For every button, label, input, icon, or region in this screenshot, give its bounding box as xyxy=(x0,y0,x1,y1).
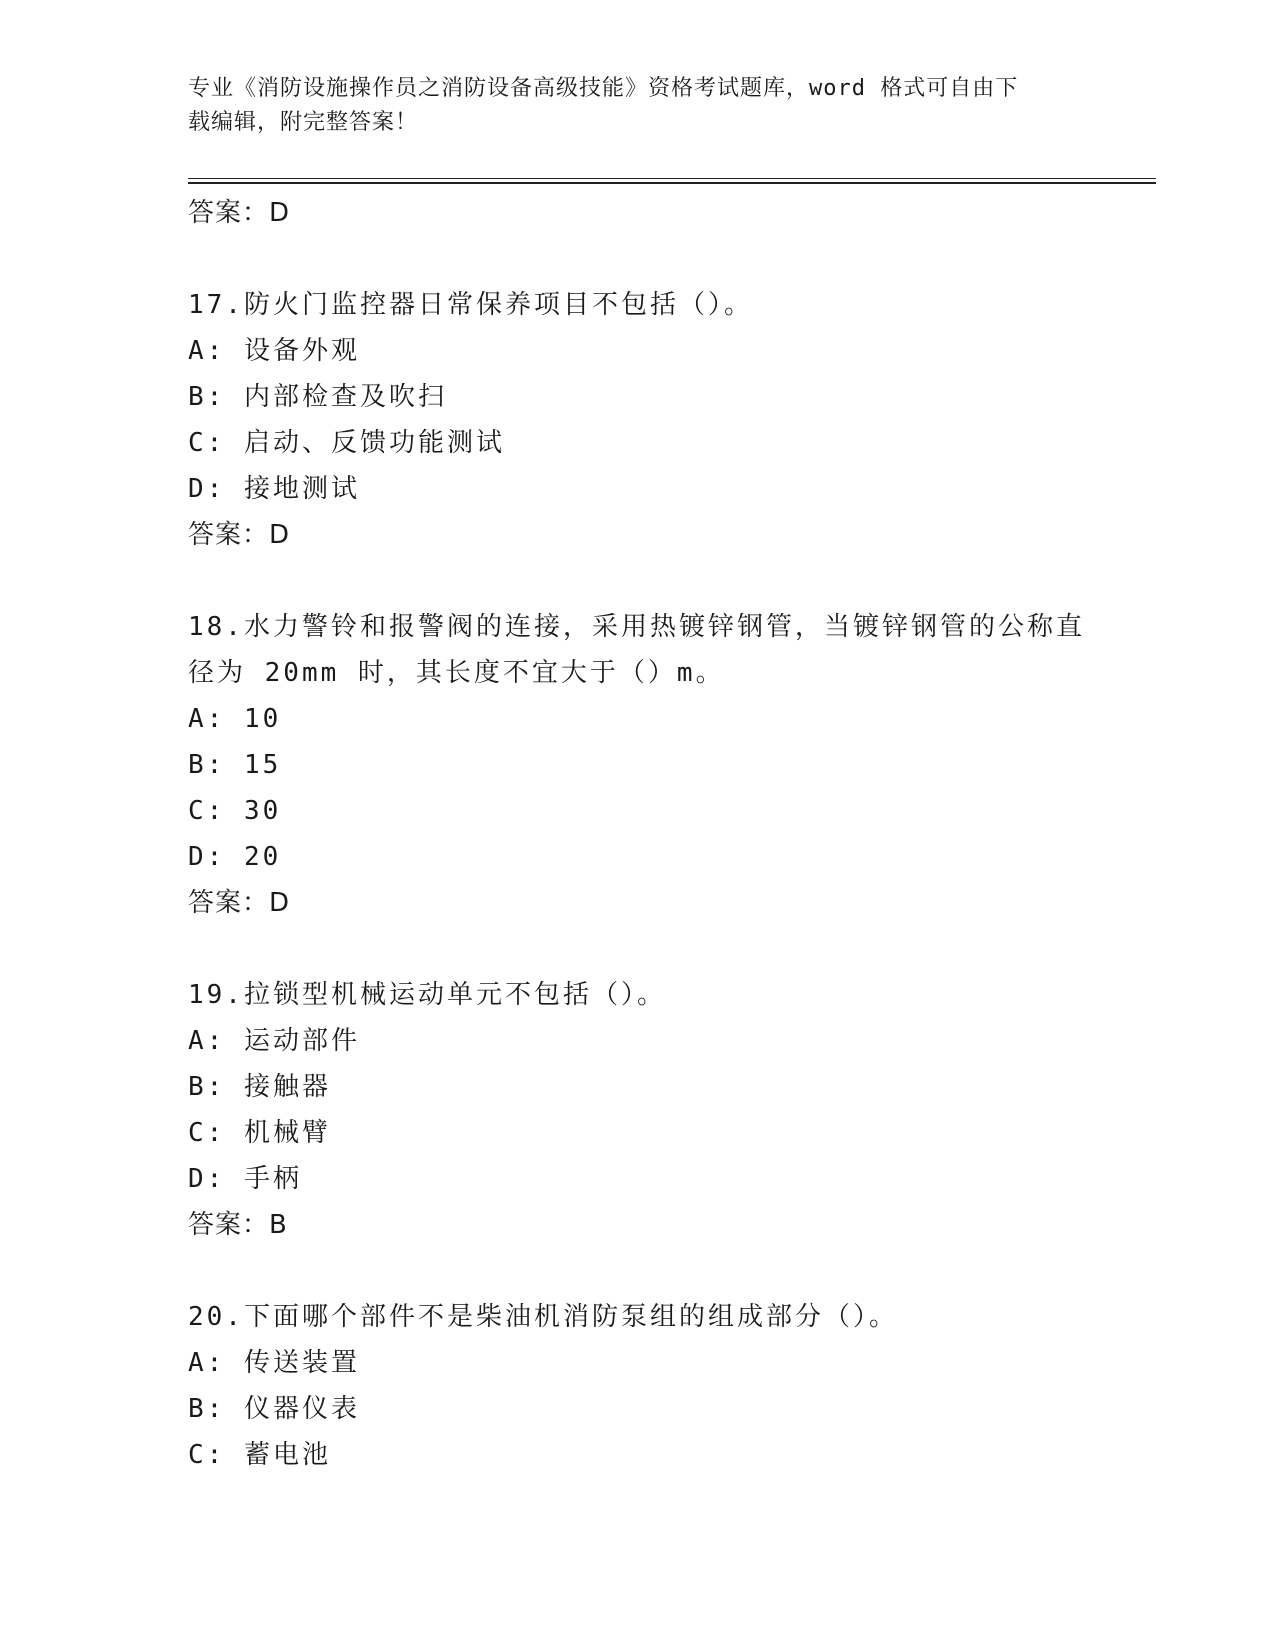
header-rule-thick xyxy=(188,182,1156,184)
option-d: D: 接地测试 xyxy=(188,474,360,504)
option-a: A: 运动部件 xyxy=(188,1026,360,1056)
question-list xyxy=(188,190,1088,1478)
option-a: A: 设备外观 xyxy=(188,336,360,366)
answer-line: 答案：B xyxy=(188,1210,288,1240)
option-b: B: 15 xyxy=(188,750,282,780)
spacer xyxy=(188,236,1088,282)
option-c: C: 机械臂 xyxy=(188,1118,331,1148)
answer-line: 答案：D xyxy=(188,198,291,228)
question-block xyxy=(188,282,1088,558)
option-b: B: 内部检查及吹扫 xyxy=(188,382,447,412)
option-b: B: 仪器仪表 xyxy=(188,1394,360,1424)
option-a: A: 传送装置 xyxy=(188,1348,360,1378)
option-c: C: 30 xyxy=(188,796,282,826)
header-rule-thin xyxy=(188,178,1156,179)
header-line-1: 专业《消防设施操作员之消防设备高级技能》资格考试题库，word 格式可自由下 xyxy=(188,76,1019,101)
option-c: C: 蓄电池 xyxy=(188,1440,331,1470)
option-b: B: 接触器 xyxy=(188,1072,331,1102)
question-block xyxy=(188,972,1088,1248)
question-stem: 20.下面哪个部件不是柴油机消防泵组的组成部分（）。 xyxy=(188,1302,898,1332)
option-d: D: 20 xyxy=(188,842,282,872)
question-stem: 19.拉锁型机械运动单元不包括（）。 xyxy=(188,980,666,1010)
header-line-2: 载编辑，附完整答案！ xyxy=(188,110,419,135)
option-a: A: 10 xyxy=(188,704,282,734)
question-block xyxy=(188,604,1088,926)
question-stem-continued: 径为 20mm 时，其长度不宜大于（）m。 xyxy=(188,658,725,688)
spacer xyxy=(188,1248,1088,1294)
answer-line: 答案：D xyxy=(188,888,291,918)
option-c: C: 启动、反馈功能测试 xyxy=(188,428,505,458)
spacer xyxy=(188,926,1088,972)
question-stem: 17.防火门监控器日常保养项目不包括（）。 xyxy=(188,290,753,320)
spacer xyxy=(188,558,1088,604)
question-stem: 18.水力警铃和报警阀的连接，采用热镀锌钢管，当镀锌钢管的公称直 xyxy=(188,612,1085,642)
answer-line: 答案：D xyxy=(188,520,291,550)
document-header xyxy=(188,72,1088,140)
question-block xyxy=(188,1294,1088,1478)
option-d: D: 手柄 xyxy=(188,1164,302,1194)
